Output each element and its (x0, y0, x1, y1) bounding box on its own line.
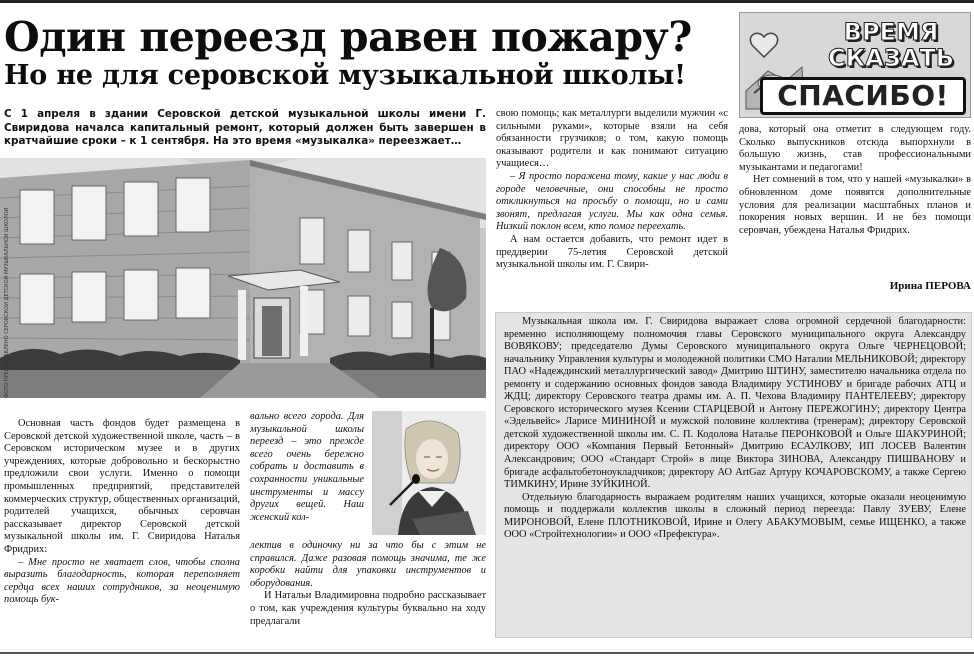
banner-thanks-label: СПАСИБО! (760, 77, 966, 115)
top-rule (0, 0, 974, 3)
photo-credit: ФОТО ПРЕДОСТАВЛЕНО СЕРОВСКОЙ ДЕТСКОЙ МУЗЫКАЛЬНОЙ ШКОЛОЙ (4, 207, 10, 398)
article-author: Ирина ПЕРОВА (889, 280, 971, 292)
headline-line-2: Но не для серовской музыкальной школы! (4, 60, 686, 91)
banner-title (814, 19, 968, 71)
paragraph: Основная часть фондов будет размещена в Серовской детской художественной школе, часть – в Серовском историческом музее и в других учреждениях, которые добровольно и бескорыстно предложили свои услуги. Именно о помощи промышленных предприятий, представителей коммерческих структур, общественных организаций, родителей учащихся, обычных серовчан рассказывает директор Серовской детской музыкальной школы им. Г. Свиридова Наталья Фридрих: (4, 418, 241, 555)
article-column-1 (4, 418, 240, 607)
gratitude-paragraph-1: Музыкальная школа им. Г. Свиридова выражает слова огромной сердечной благодарности: временно исполняющему полномочия главы Серовского муниципального округа Александру ВОВЯКОВУ; председателю Думы Серовского муниципального округа Ольге ЧЕРНЕЦОВОЙ; начальнику Управления культуры и молодежной политики СМО Наталии МЕЛЬНИКОВОЙ; директору ПАО «Надеждинский металлургический завод» Дмитрию ШТИНУ, заместителю начальника отдела по ремонту и содержанию основных фондов завода Владимиру УСТИНОВУ и бригаде рабочих АТЦ и ЖДЦ; директору Серовского театра драмы им. А. П. Чехова Владимиру ПАНТЕЛЕЕВУ; директору Серовского исторического музея Ксении СТАРЦЕВОЙ и Антону ПЕРЕЖОГИНУ; директору Центра «Эдельвейс» Ларисе МИНИНОЙ и мужской половине коллектива (тренерам); директору Серовской детской художественной школы им. С. П. Кодолова Наталье ПЕРОНКОВОЙ и Ольге ШАКУРИНОЙ; директору ООО «Компания Первый Бетонный» Дмитрию ЕСАУЛКОВУ, ИП ЛОСЕВ Валентин Александрович; ООО «Стандарт Строй» в лице Виктора ЗИНОВА, Александру ПИШВАНОВУ и бригаде асфальтобетоноукладчиков; директору АО ArtGaz Артуру КОЧАРОВСКОМУ, а также Сергею ТИМКИНУ, Ирине ЗУЙКИНОЙ. (504, 316, 966, 491)
article-column-2-continued (250, 540, 486, 628)
article-headline (4, 14, 734, 92)
banner-line-1: ВРЕМЯ (843, 18, 939, 46)
paragraph: И Натальи Владимировна подробно рассказывает о том, как учреждения культуры буквально на ходу предлагали (250, 590, 486, 627)
bottom-rule (0, 652, 974, 654)
quote-paragraph: – Мне просто не хватает слов, чтобы сполна выразить благодарность, которая переполняет сердца всех наших сотрудников, за неоценимую помощь бук- (4, 556, 240, 606)
paragraph: дова, который она отметит в следующем году. Сколько выпускников отсюда выпорхнули в большую жизнь, став профессиональными музыкантами и педагогами! (739, 124, 971, 173)
article-lead: С 1 апреля в здании Серовской детской музыкальной школы имени Г. Свиридова началса капитальный ремонт, который должен быть завершен в кратчайшие сроки – к 1 сентября. На это время «музыкалка» переезжает… (4, 108, 486, 148)
director-portrait-photo (372, 411, 486, 535)
paragraph: свою помощь; как металлурги выделили мужчин «с сильными руками», которые взяли на себя обязанности грузчиков; о том, какую помощь оказывают родители и как понимают ситуацию учащиеся… (496, 108, 728, 170)
school-building-illustration (0, 158, 486, 398)
school-building-photo (0, 158, 486, 398)
quote-paragraph: – Я просто поражена тому, какие у нас люди в городе человечные, они способны не просто откликнуться на просьбу о помощи, но и сами звонят, предлагая услуги. Мы как одна семья. Низкий поклон всем, кто помог переехать. (496, 170, 728, 233)
article-column-2-italic: вально всего города. Для музыкальной школы переезд – это прежде всего очень бережно собрать и доставить в сохранности уникальные инструменты и массу других вещей. Наш женский кол- (250, 411, 364, 523)
banner-line-2: СКАЗАТЬ (827, 44, 955, 72)
portrait-illustration (372, 411, 486, 535)
article-column-4 (739, 124, 971, 237)
quote-continuation: лектив в одиночку ни за что бы с этим не справился. Даже разовая помощь значима, те же коробки найти для упаковки инструментов и оборудования. (250, 540, 486, 589)
headline-line-1: Один переезд равен пожару? (4, 13, 692, 61)
paragraph: А нам остается добавить, что ремонт идет в преддверии 75-летия Серовской детской музыкальной школы им. Г. Свири- (496, 233, 728, 271)
gratitude-box (495, 312, 972, 638)
gratitude-paragraph-2: Отдельную благодарность выражаем родителям наших учащихся, которые оказали неоценимую помощь и поддержали коллектив школы в сложный период переезда: Павлу ЗУЕВУ, Елене МИРОНОВОЙ, Елене ПЛОТНИКОВОЙ, Ирине и Олегу АБАКУМОВЫМ, семье ИЩЕНКО, а также ООО «Стройтехнологии» и ООО «Префектура». (504, 491, 966, 541)
thank-you-banner (739, 12, 971, 118)
paragraph: Нет сомнений в том, что у нашей «музыкалки» в обновленном доме появятся дополнительные условия для реализации масштабных планов и покорения новых вершин. И не без помощи серовчан, убеждена Наталья Фридрих. (739, 174, 971, 236)
article-column-3 (496, 108, 728, 272)
